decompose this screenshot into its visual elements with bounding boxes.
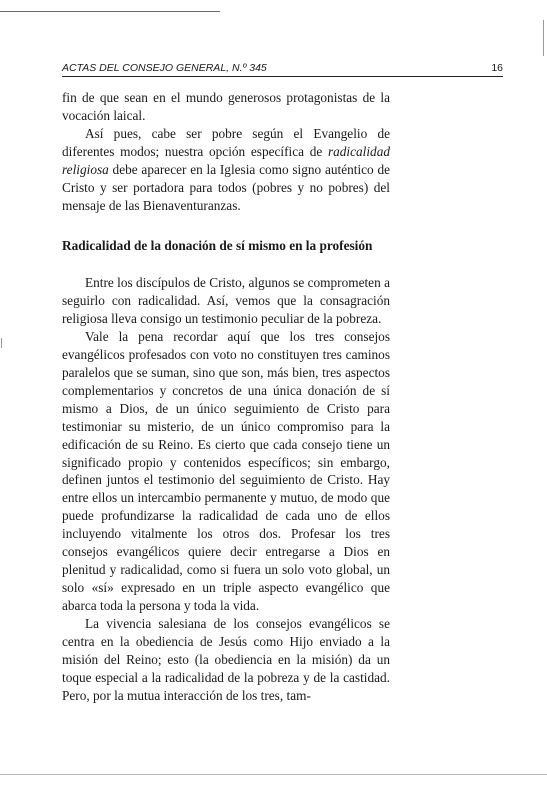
paragraph-text: Así pues, cabe ser pobre según el Evangelio de diferentes modos; nuestra opción específica de (62, 125, 390, 159)
paragraph: Entre los discípulos de Cristo, algunos se comprometen a seguirlo con radicalidad. Así, vemos que la consagración religiosa lleva consigo un testimonio peculiar de la pobreza. (62, 275, 390, 326)
scan-top-rule (0, 11, 220, 12)
scan-bottom-rule (0, 774, 547, 775)
intro-text-block (62, 89, 390, 215)
paragraph-text: debe aparecer en la Iglesia como signo auténtico de Cristo y ser portadora para todos (pobres y no pobres) del mensaje de las Bienaventuranzas. (62, 161, 390, 213)
section-heading: Radicalidad de la donación de sí mismo en la profesión (62, 238, 373, 253)
paragraph: La vivencia salesiana de los consejos evangélicos se centra en la obediencia de Jesús como Hijo enviado a la misión del Reino; esto (la obediencia en la misión) da un toque especial a la radicalidad de la pobreza y de la castidad. Pero, por la mutua interacción de los tres, tam- (62, 616, 390, 703)
paragraph: Vale la pena recordar aquí que los tres consejos evangélicos profesados con voto no constituyen tres caminos paralelos que se suman, sino que son, más bien, tres aspectos complementarios y concretos de una única donación de sí mismo a Dios, de un único seguimiento de Cristo para testimoniar su misterio, de un único compromiso para la edificación de su Reino. Es cierto que cada consejo tiene un significado propio y contenidos específicos; sin embargo, definen juntos el testimonio del seguimiento de Cristo. Hay entre ellos un intercambio permanente y mutuo, de modo que puede profundizarse la radicalidad de cada uno de ellos incluyendo vitalmente los otros dos. Profesar los tres consejos evangélicos quiere decir entregarse a Dios en plenitud y radicalidad, como si fuera un solo voto global, un solo «sí» expresado en un triple aspecto evangélico que abarca toda la persona y toda la vida. (62, 328, 390, 614)
section-text-block (62, 274, 390, 705)
emphasized-term: radicalidad religiosa (62, 143, 390, 177)
paragraph: fin de que sean en el mundo generosos protagonistas de la vocación laical. (62, 90, 390, 123)
running-head (62, 62, 503, 77)
paragraph (62, 125, 390, 215)
page-number: 16 (491, 62, 503, 74)
running-head-title: ACTAS DEL CONSEJO GENERAL, N.º 345 (62, 62, 267, 74)
scan-edge-mark (1, 338, 2, 348)
scan-edge-mark (543, 20, 544, 56)
